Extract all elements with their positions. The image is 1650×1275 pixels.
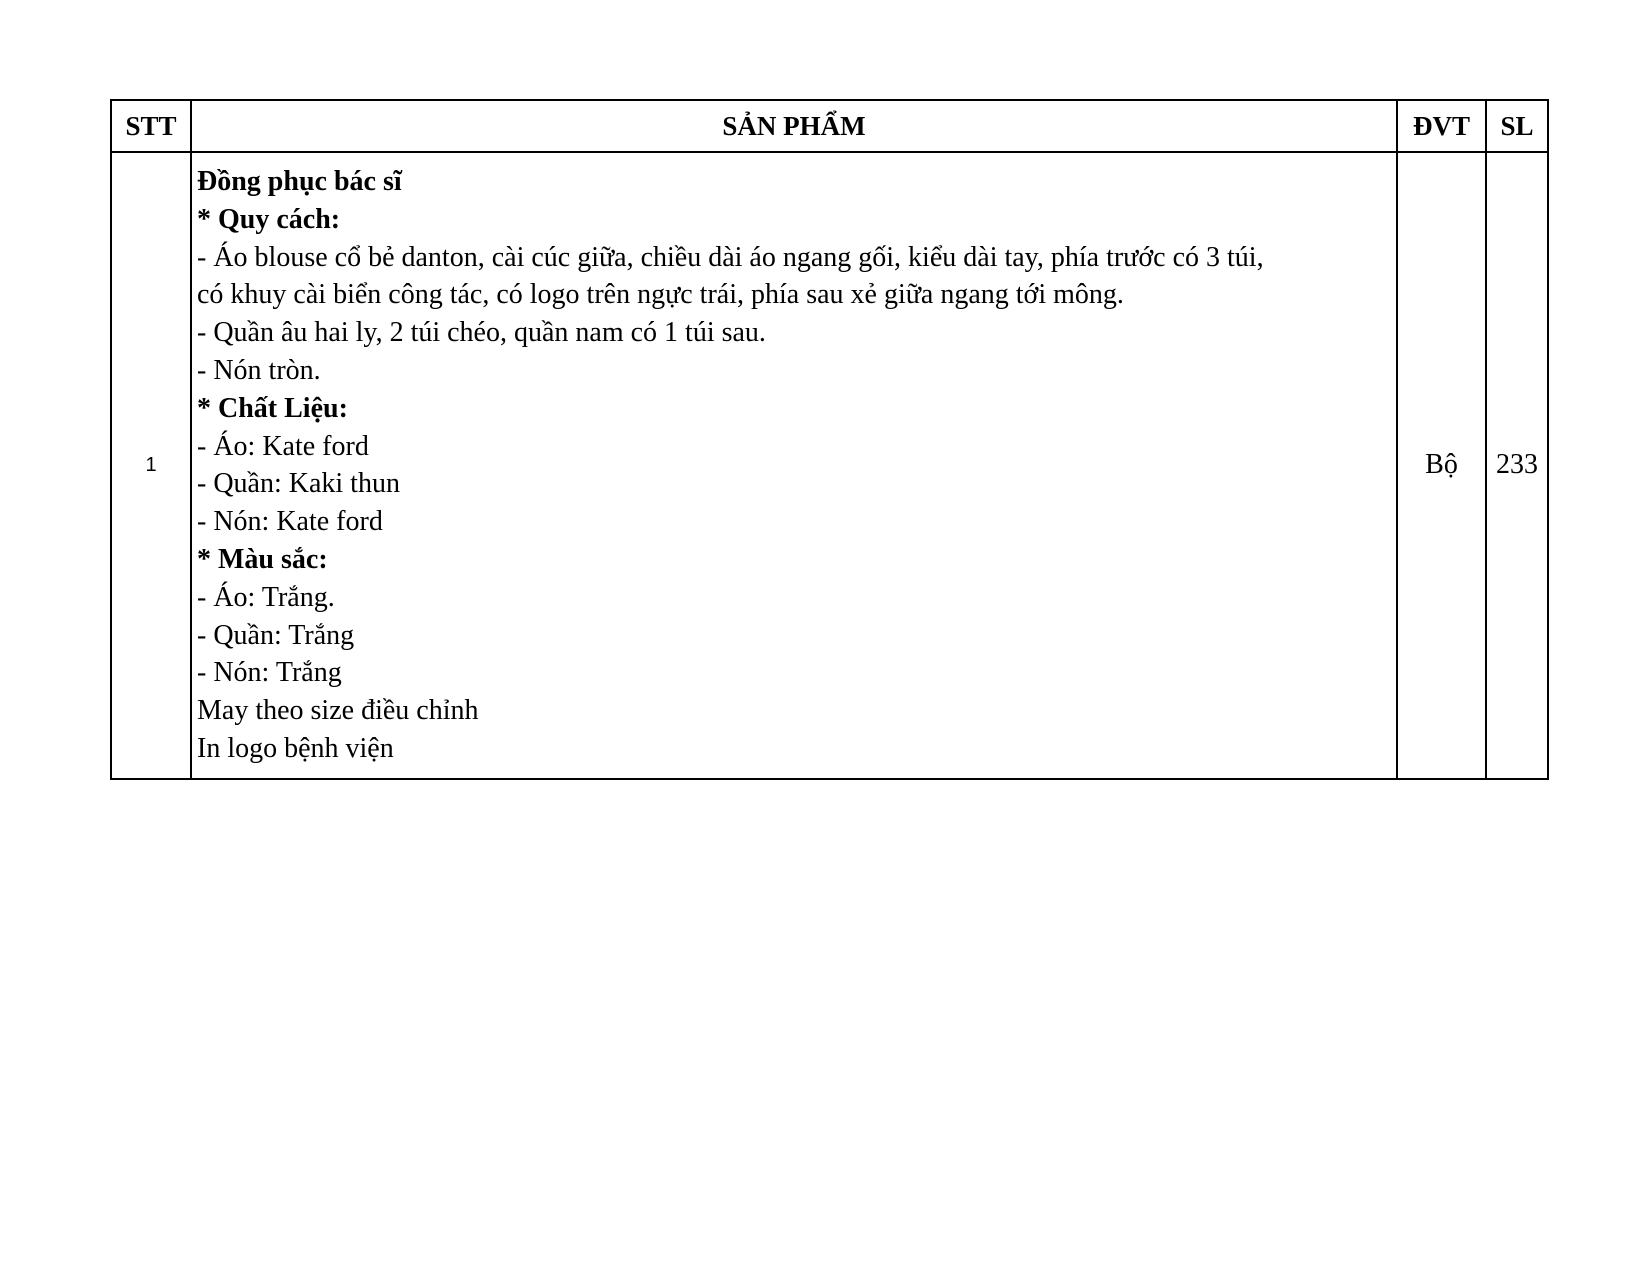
color-heading: * Màu sắc: — [197, 543, 328, 575]
product-name: Đồng phục bác sĩ — [197, 166, 402, 197]
header-unit: ĐVT — [1397, 100, 1486, 152]
table-row — [111, 152, 1548, 779]
spec-heading: * Quy cách: — [197, 203, 341, 235]
note-logo: In logo bệnh viện — [197, 732, 394, 764]
row-qty: 233 — [1486, 152, 1548, 779]
spec-shirt-line-2: có khuy cài biển công tác, có logo trên ngực trái, phía sau xẻ giữa ngang tới mông. — [197, 279, 1124, 311]
color-shirt: - Áo: Trắng. — [197, 581, 335, 613]
material-pants: - Quần: Kaki thun — [197, 468, 400, 500]
color-hat: - Nón: Trắng — [197, 657, 342, 689]
header-qty: SL — [1486, 100, 1548, 152]
row-unit: Bộ — [1397, 152, 1486, 779]
row-product — [191, 152, 1397, 779]
product-table — [110, 99, 1549, 780]
spec-pants: - Quần âu hai ly, 2 túi chéo, quần nam có 1 túi sau. — [197, 317, 766, 349]
spec-hat: - Nón tròn. — [197, 354, 321, 386]
color-pants: - Quần: Trắng — [197, 619, 355, 651]
header-stt: STT — [111, 100, 191, 152]
row-stt: 1 — [111, 152, 191, 779]
note-size: May theo size điều chỉnh — [197, 695, 479, 727]
material-shirt: - Áo: Kate ford — [197, 430, 369, 462]
header-product: SẢN PHẨM — [191, 100, 1397, 152]
header-row — [111, 100, 1548, 152]
material-heading: * Chất Liệu: — [197, 392, 348, 424]
material-hat: - Nón: Kate ford — [197, 506, 383, 538]
spec-shirt-line-1: - Áo blouse cổ bẻ danton, cài cúc giữa, chiều dài áo ngang gối, kiểu dài tay, phía trước có 3 túi, — [197, 241, 1264, 273]
